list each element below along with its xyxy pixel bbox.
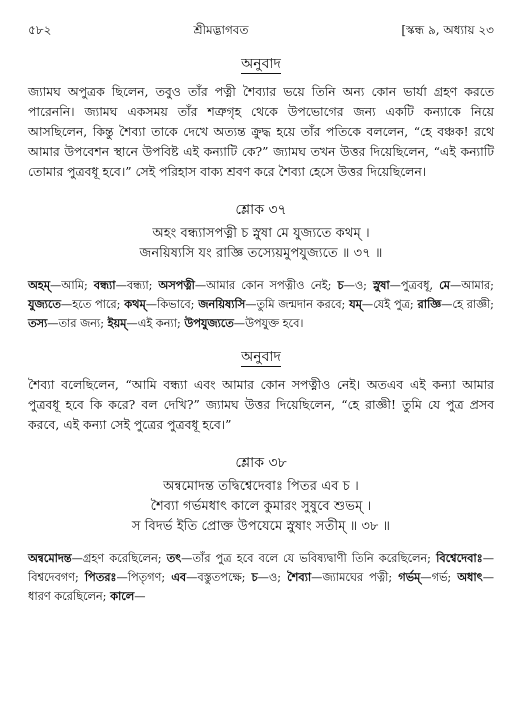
word-meaning: আমার কোন সপত্নীও নেই; <box>206 279 338 292</box>
word-meaning: বস্তুতপক্ষে; <box>197 571 252 584</box>
word-meaning: বন্ধ্যা; <box>126 279 159 292</box>
sanskrit-word: গর্ভম্‌ <box>398 570 421 584</box>
word-meaning: আমার; <box>461 279 494 292</box>
sanskrit-word: উপযুজ্যতে <box>184 316 234 330</box>
word-meaning: তাঁর পুত্র হবে বলে যে ভবিষ্যদ্বাণী তিনি করেছিলেন; <box>192 552 437 565</box>
word-meaning: পিতৃগণ; <box>127 571 172 584</box>
word-meaning: হতে পারে; <box>72 298 125 311</box>
word-meaning: যেই পুত্র; <box>373 298 418 311</box>
sanskrit-word: শৈব্যা <box>287 570 312 584</box>
sanskrit-word: কথম্‌ <box>124 297 146 311</box>
verse-line: স বিদর্ভ ইতি প্রোক্ত উপযেমে স্নুষাং সতীম্‌ ॥ ৩৮ ॥ <box>131 519 391 534</box>
word-meaning: জ্যামঘের পত্নী; <box>322 571 399 584</box>
word-meaning: উপযুক্ত হবে। <box>245 317 304 330</box>
page-number: ৫৮২ <box>28 23 52 37</box>
sanskrit-word: রাজ্ঞি <box>417 297 442 311</box>
sanskrit-word: অন্বমোদন্ত <box>28 551 72 565</box>
sanskrit-word: এব <box>171 570 187 584</box>
sanskrit-word: কালে <box>110 589 135 603</box>
page-header <box>28 22 494 40</box>
sanskrit-word: যম্‌ <box>349 297 362 311</box>
word-meaning: গর্ভ; <box>431 571 458 584</box>
word-meaning: তুমি জন্মদান করবে; <box>256 298 350 311</box>
sanskrit-word: ইয়ম্‌ <box>107 316 127 330</box>
translation-text: শৈব্যা বলেছিলেন, “আমি বন্ধ্যা এবং আমার কোন সপত্নীও নেই। অতএব এই কন্যা আমার পুত্রবধূ হবে কি করে? বল দেখি?” জ্যামঘ উত্তর দিয়েছিলেন, “হে রাজ্ঞী! তুমি যে পুত্র প্রসব করবে, এই কন্যা সেই পুত্রের পুত্রবধূ হবে।” <box>28 377 494 432</box>
translation-heading: অনুবাদ <box>241 349 281 365</box>
sanskrit-word: স্নুষা <box>372 278 390 292</box>
sanskrit-word: জনয়িষ্যসি <box>198 297 246 311</box>
word-meaning: এই কন্যা; <box>137 317 185 330</box>
word-meaning: আমি; <box>61 279 94 292</box>
sanskrit-word: বন্ধ্যা <box>93 278 116 292</box>
verse-text <box>28 477 494 537</box>
word-meanings: অন্বমোদন্ত—গ্রহণ করেছিলেন; তৎ—তাঁর পুত্র হবে বলে যে ভবিষ্যদ্বাণী তিনি করেছিলেন; বিশ্বেদেবাঃ—বিশ্বদেবগণ; পিতরঃ—পিতৃগণ; এব—বস্তুতপক্ষে; চ—ও; শৈব্যা—জ্যামঘের পত্নী; গর্ভম্‌—গর্ভ; অধাৎ—ধারণ করেছিলেন; কালে— <box>28 551 494 603</box>
word-meaning: ও; <box>354 279 373 292</box>
word-meaning: ও; <box>268 571 288 584</box>
word-meaning: গ্রহণ করেছিলেন; <box>82 552 167 565</box>
book-title: শ্রীমদ্ভাগবত <box>193 23 249 37</box>
verse-heading: শ্লোক ৩৭ <box>235 202 287 218</box>
sanskrit-word: তস্য <box>28 316 48 330</box>
sanskrit-word: যুজ্যতে <box>28 297 61 311</box>
translation-text: জ্যামঘ অপুত্রক ছিলেন, তবুও তাঁর পত্নী শৈব্যার ভয়ে তিনি অন্য কোন ভার্যা গ্রহণ করতে পারেননি। জ্যামঘ একসময় তাঁর শত্রুগৃহ থেকে উপভোগের জন্য একটি কন্যাকে নিয়ে আসছিলেন, কিন্তু শৈব্যা তাকে দেখে অত্যন্ত ক্রুদ্ধ হয়ে তাঁর পতিকে বললেন, “হে বঞ্চক! রথে আমার উপবেশন স্থানে উপবিষ্ট এই কন্যাটি কে?” জ্যামঘ তখন উত্তর দিয়েছিলেন, “এই কন্যাটি তোমার পুত্রবধূ হবে।” সেই পরিহাস বাক্য শ্রবণ করে শৈব্যা হেসে উত্তর দিয়েছিলেন। <box>28 84 494 179</box>
sanskrit-word: পিতরঃ <box>84 570 117 584</box>
sanskrit-word: তৎ <box>166 551 182 565</box>
book-page <box>28 22 494 606</box>
verse-line: শৈব্যা গর্ভমধাৎ কালে কুমারং সুষুবে শুভম্‌ । <box>150 499 372 514</box>
word-meaning: পুত্রবধূ, <box>400 279 440 292</box>
canto-chapter: [স্কন্ধ ৯, অধ্যায় ২৩ <box>401 23 494 37</box>
word-meaning: ধারণ করেছিলেন; <box>28 590 111 603</box>
sanskrit-word: অধাৎ <box>457 570 483 584</box>
word-meaning: হে রাজ্ঞী; <box>452 298 494 311</box>
verse-heading: শ্লোক ৩৮ <box>235 455 287 471</box>
sanskrit-word: অসপত্নী <box>158 278 195 292</box>
verse-text <box>28 224 494 264</box>
verse-line: জনয়িষ্যসি যং রাজ্ঞি তস্যেয়মুপযুজ্যতে ॥ ৩৭ ॥ <box>139 246 383 261</box>
sanskrit-word: মে <box>439 278 450 292</box>
sanskrit-word: বিশ্বেদেবাঃ <box>436 551 483 565</box>
sanskrit-word: চ <box>251 570 258 584</box>
word-meaning: কিভাবে; <box>157 298 199 311</box>
sanskrit-word: অহম্‌ <box>28 278 50 292</box>
translation-heading: অনুবাদ <box>241 56 281 72</box>
verse-line: অহং বন্ধ্যাসপত্নী চ স্নুষা মে যুজ্যতে কথম্‌ । <box>152 226 370 241</box>
sanskrit-word: চ <box>337 278 344 292</box>
word-meanings: অহম্‌—আমি; বন্ধ্যা—বন্ধ্যা; অসপত্নী—আমার কোন সপত্নীও নেই; চ—ও; স্নুষা—পুত্রবধূ, মে—আমার; যুজ্যতে—হতে পারে; কথম্‌—কিভাবে; জনয়িষ্যসি—তুমি জন্মদান করবে; যম্‌—যেই পুত্র; রাজ্ঞি—হে রাজ্ঞী; তস্য—তার জন্য; ইয়ম্‌—এই কন্যা; উপযুজ্যতে—উপযুক্ত হবে। <box>28 278 494 330</box>
word-meaning: তার জন্য; <box>58 317 108 330</box>
verse-line: অন্বমোদন্ত তদ্বিশ্বেদেবাঃ পিতর এব চ । <box>163 479 359 494</box>
word-meaning: বিশ্বদেবগণ; <box>28 571 85 584</box>
